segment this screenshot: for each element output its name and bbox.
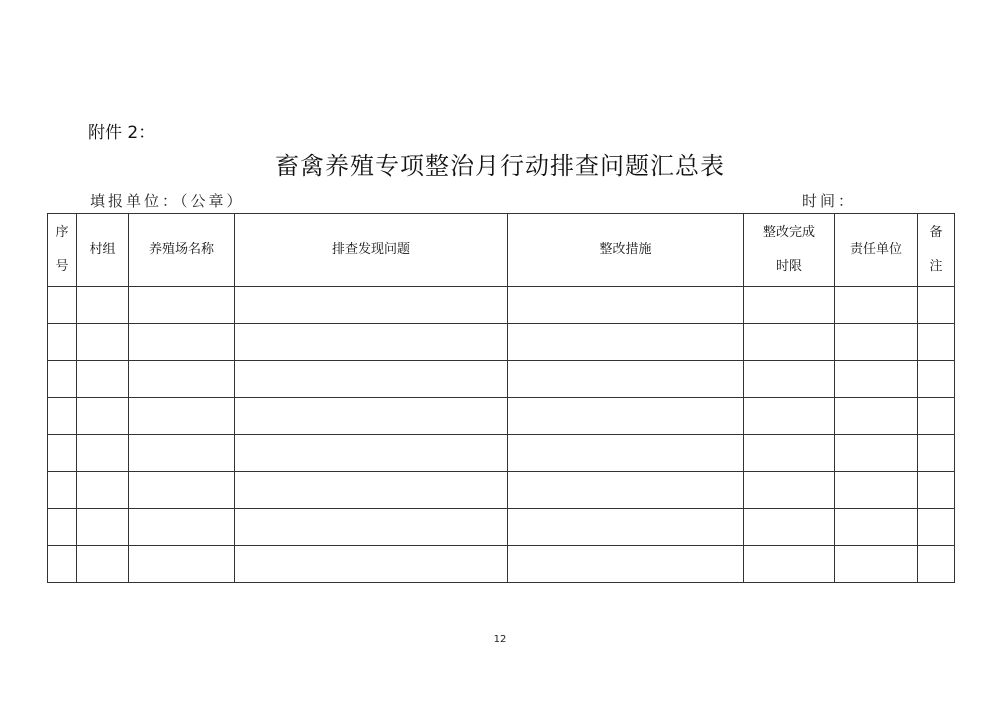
header-deadline-line2: 时限 [775,259,802,274]
table-row [48,287,955,324]
table-cell-seq[interactable] [48,324,77,361]
header-farm-name-label: 养殖场名称 [148,242,214,257]
table-cell-deadline[interactable] [744,361,835,398]
summary-table [47,213,955,583]
table-cell-seq[interactable] [48,509,77,546]
table-cell-measures[interactable] [508,472,744,509]
header-measures [508,214,744,287]
table-cell-seq[interactable] [48,287,77,324]
table-cell-measures[interactable] [508,546,744,583]
table-cell-unit[interactable] [835,287,918,324]
table-cell-farm_name[interactable] [129,472,235,509]
table-cell-village[interactable] [77,287,129,324]
table-row [48,472,955,509]
table-cell-seq[interactable] [48,546,77,583]
header-unit-label: 责任单位 [849,242,902,257]
table-cell-unit[interactable] [835,361,918,398]
table-cell-measures[interactable] [508,435,744,472]
header-village [77,214,129,287]
table-cell-deadline[interactable] [744,472,835,509]
table-cell-seq[interactable] [48,398,77,435]
table-cell-village[interactable] [77,361,129,398]
table-cell-farm_name[interactable] [129,509,235,546]
table-cell-unit[interactable] [835,435,918,472]
table-row [48,435,955,472]
table-cell-seq[interactable] [48,472,77,509]
table-cell-farm_name[interactable] [129,287,235,324]
table-cell-remarks[interactable] [918,287,955,324]
table-cell-issues[interactable] [235,546,508,583]
table-cell-unit[interactable] [835,472,918,509]
table-cell-farm_name[interactable] [129,435,235,472]
table-cell-measures[interactable] [508,509,744,546]
table-cell-issues[interactable] [235,324,508,361]
table-row [48,324,955,361]
table-row [48,398,955,435]
table-cell-issues[interactable] [235,361,508,398]
table-cell-issues[interactable] [235,472,508,509]
header-village-label: 村组 [89,242,116,257]
table-cell-deadline[interactable] [744,287,835,324]
header-remarks [918,214,955,287]
header-remarks-line1: 备 [929,225,943,240]
table-cell-deadline[interactable] [744,398,835,435]
table-cell-issues[interactable] [235,287,508,324]
time-label: 时间： [802,192,857,210]
header-deadline [744,214,835,287]
table-cell-remarks[interactable] [918,361,955,398]
table-row [48,509,955,546]
table-cell-remarks[interactable] [918,398,955,435]
table-cell-remarks[interactable] [918,472,955,509]
table-cell-issues[interactable] [235,398,508,435]
table-cell-remarks[interactable] [918,435,955,472]
header-issues [235,214,508,287]
table-cell-village[interactable] [77,546,129,583]
table-cell-unit[interactable] [835,398,918,435]
header-row [48,214,955,287]
table-cell-seq[interactable] [48,435,77,472]
header-seq-line2: 号 [55,259,69,274]
page-title: 畜禽养殖专项整治月行动排查问题汇总表 [275,152,725,180]
table-cell-village[interactable] [77,509,129,546]
table-row [48,546,955,583]
table-cell-measures[interactable] [508,361,744,398]
header-seq [48,214,77,287]
table-cell-measures[interactable] [508,324,744,361]
header-seq-line1: 序 [55,225,69,240]
page-number: 12 [493,634,507,645]
table-cell-unit[interactable] [835,509,918,546]
table-cell-measures[interactable] [508,398,744,435]
table-cell-deadline[interactable] [744,509,835,546]
table-cell-village[interactable] [77,435,129,472]
table-cell-issues[interactable] [235,435,508,472]
header-farm-name [129,214,235,287]
table-cell-village[interactable] [77,472,129,509]
table-cell-deadline[interactable] [744,546,835,583]
table-cell-remarks[interactable] [918,509,955,546]
table-cell-remarks[interactable] [918,546,955,583]
header-unit [835,214,918,287]
table-cell-issues[interactable] [235,509,508,546]
table-cell-remarks[interactable] [918,324,955,361]
table-cell-measures[interactable] [508,287,744,324]
table-cell-village[interactable] [77,398,129,435]
table-cell-deadline[interactable] [744,435,835,472]
header-deadline-line1: 整改完成 [762,225,815,240]
header-issues-label: 排查发现问题 [331,242,410,257]
fill-unit-label: 填报单位：（公章） [90,192,245,210]
table-cell-farm_name[interactable] [129,361,235,398]
header-measures-label: 整改措施 [599,242,652,257]
table-body [48,287,955,583]
table-cell-unit[interactable] [835,546,918,583]
table-cell-deadline[interactable] [744,324,835,361]
table-cell-farm_name[interactable] [129,324,235,361]
table-cell-seq[interactable] [48,361,77,398]
table-cell-farm_name[interactable] [129,398,235,435]
table-cell-farm_name[interactable] [129,546,235,583]
table-cell-village[interactable] [77,324,129,361]
attachment-label: 附件 2： [88,123,156,143]
table-row [48,361,955,398]
table-cell-unit[interactable] [835,324,918,361]
header-remarks-line2: 注 [929,259,943,274]
